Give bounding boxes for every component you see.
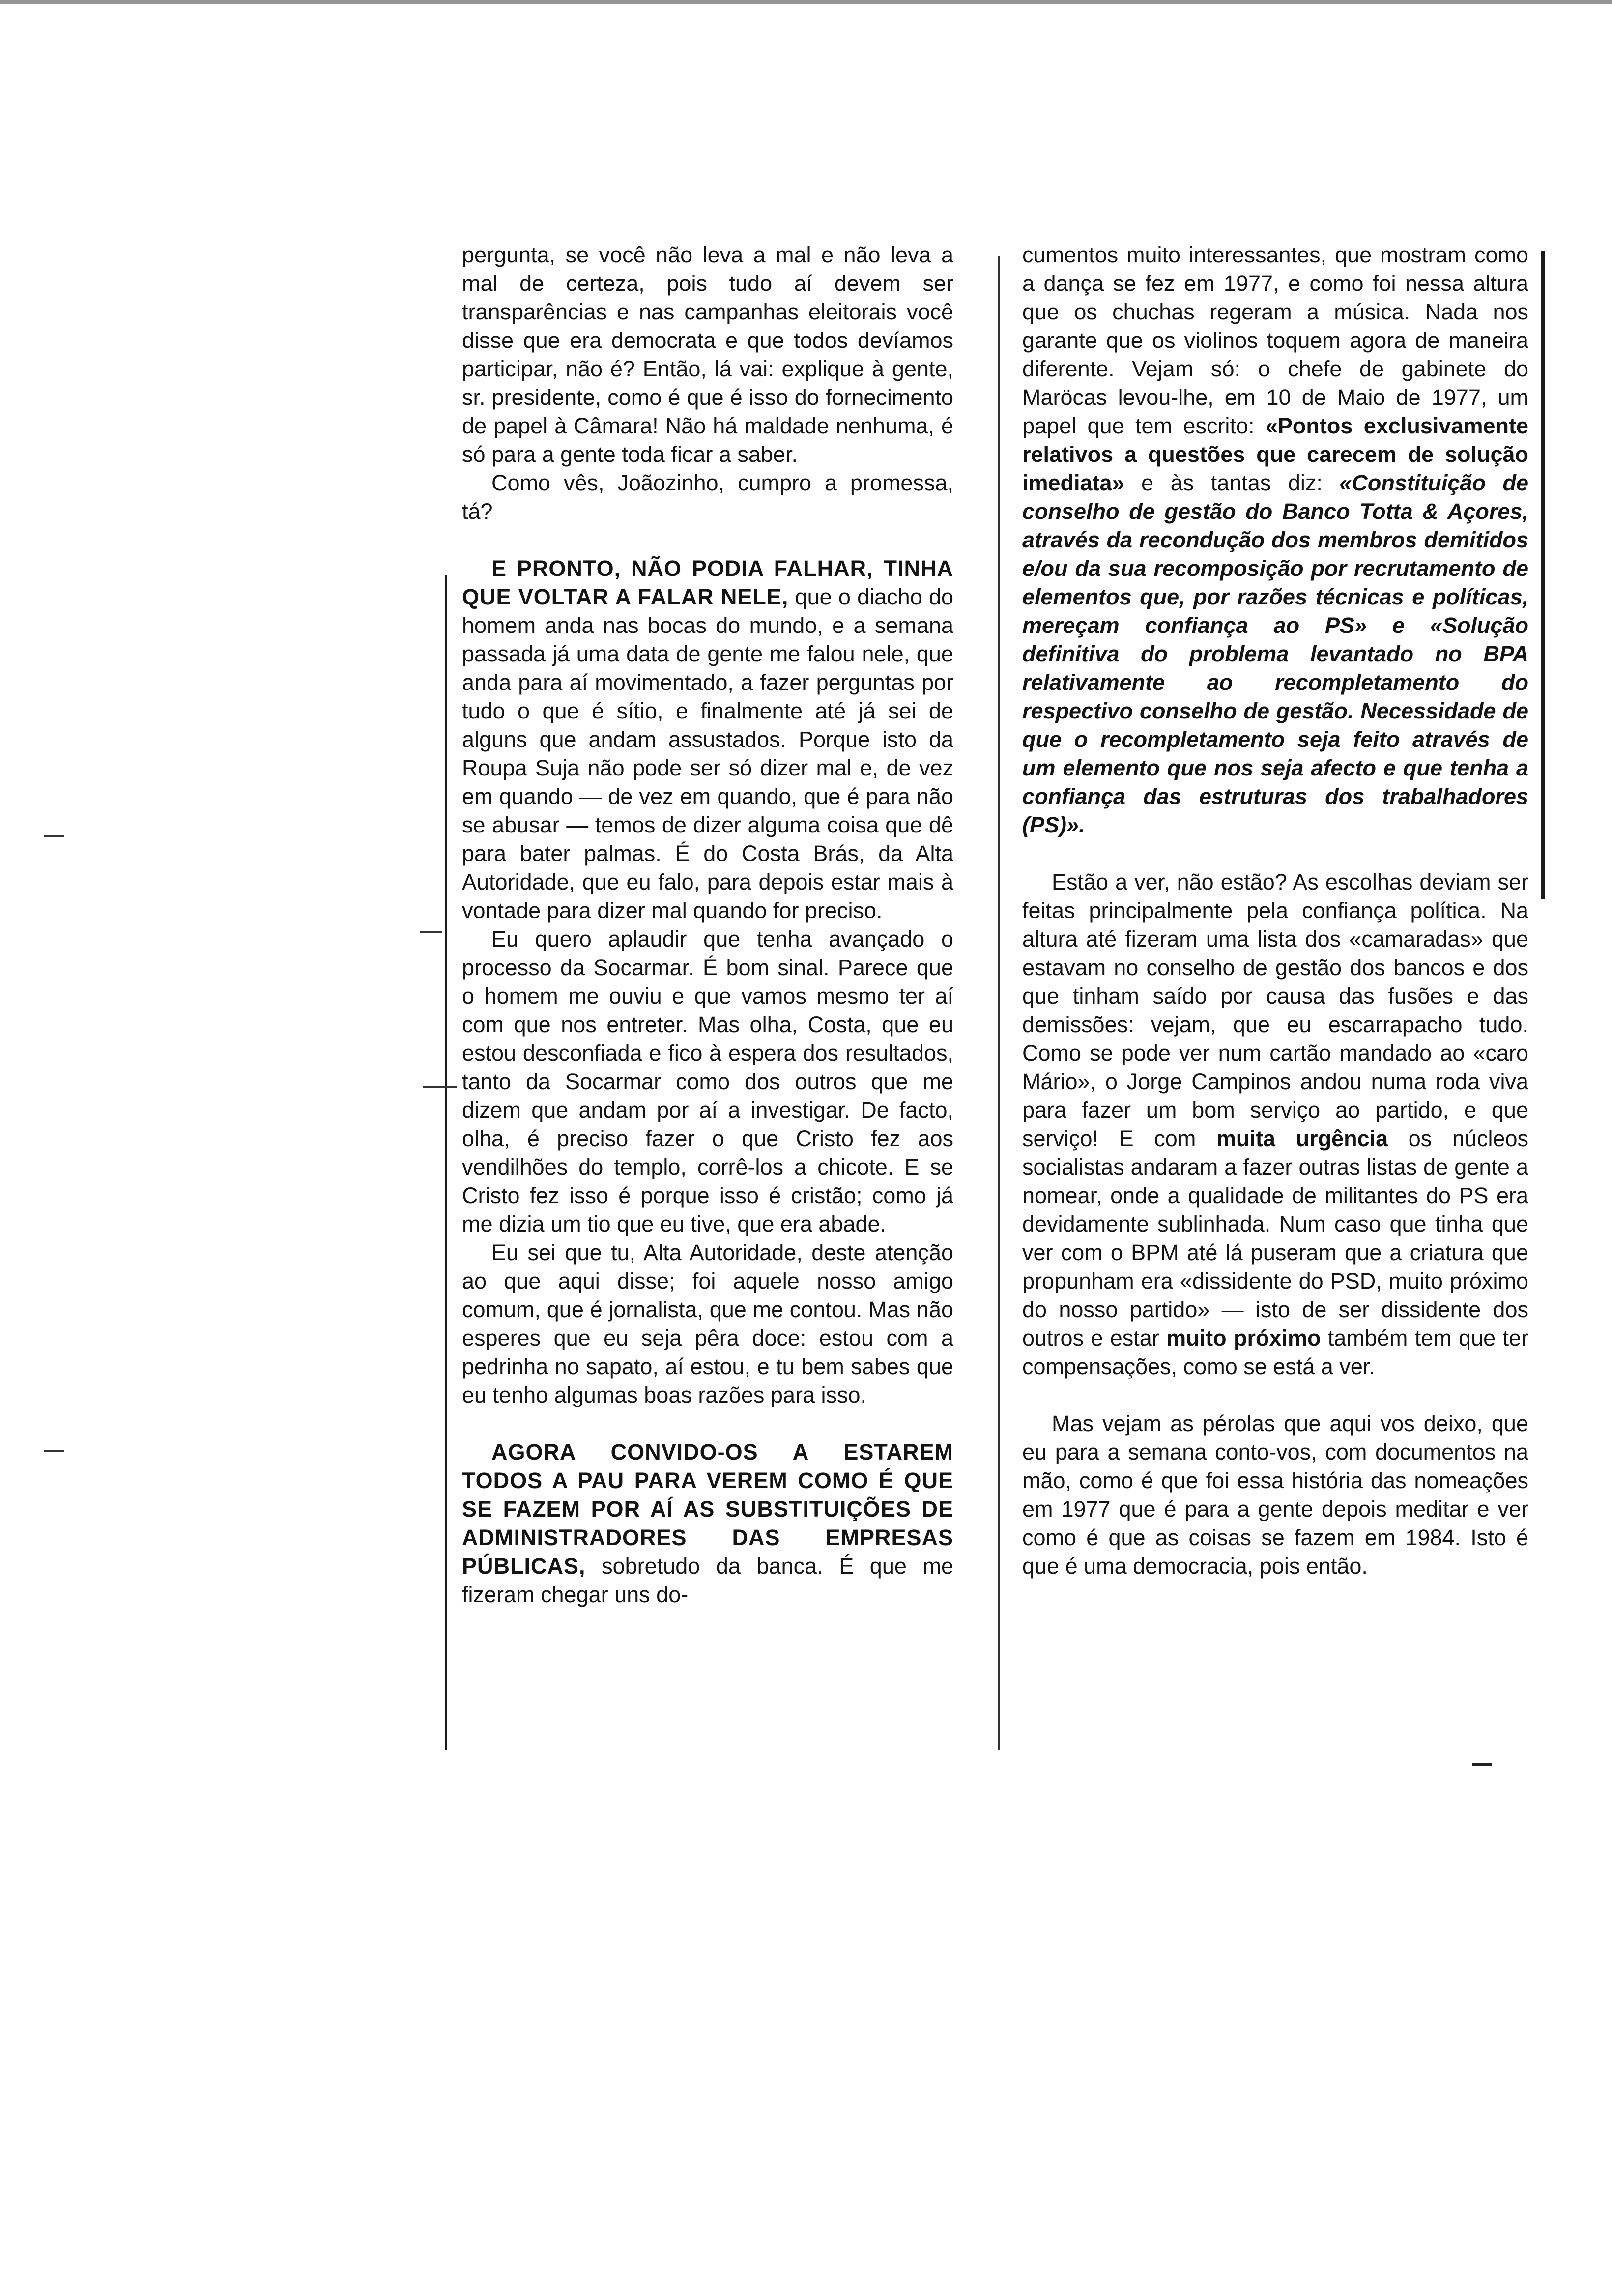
margin-mark [44, 1450, 64, 1452]
section-heading: E PRONTO, NÃO PODIA FALHAR, TINHA QUE VOLTAR A FALAR NELE, [462, 556, 953, 609]
paragraph: Como vês, Joãozinho, cumpro a promessa, tá? [462, 470, 953, 524]
right-margin-rule [1541, 251, 1545, 899]
bold-emphasis: muito próximo [1166, 1325, 1321, 1350]
paragraph-text: que o diacho do homem anda nas bocas do mundo, e a semana passada já uma data de gente me falou nele, que anda para aí movimentado, a fazer perguntas por tudo o que é sítio, e finalmente até já sei de alguns que andam assustados. Porque isto da Roupa Suja não pode ser só dizer mal e, de vez em quando — de vez em quando, que é para não se abusar — temos de dizer alguma coisa que dê para bater palmas. É do Costa Brás, da Alta Autoridade, que eu falo, para depois estar mais à vontade para dizer mal quando for preciso. [462, 584, 953, 923]
column-divider [998, 256, 1000, 1750]
left-column [462, 241, 953, 1609]
paragraph: pergunta, se você não leva a mal e não leva a mal de certeza, pois tudo aí devem ser transparências e nas campanhas eleitorais você disse que era democrata e que todos devíamos participar, não é? Então, lá vai: explique à gente, sr. presidente, como é que é isso do fornecimento de papel à Câmara! Não há maldade nenhuma, é só para a gente toda ficar a saber. [462, 242, 953, 467]
paragraph [1022, 241, 1528, 839]
bold-emphasis: muita urgência [1216, 1126, 1388, 1151]
paragraph-text: também tem que ter compensações, como se está a ver. [1022, 1325, 1528, 1379]
margin-mark [423, 1086, 457, 1088]
bold-italic-quote: «Constituição de conselho de gestão do Banco Totta & Açores, através da recondução dos membros demitidos e/ou da sua recomposição por recrutamento de elementos que, por razões técnicas e políticas, mereçam confiança ao PS» e «Solução definitiva do problema levantado no BPA relativamente ao recompletamento do respectivo conselho de gestão. Necessidade de que o recompletamento seja feito através de um elemento que nos seja afecto e que tenha a confiança das estruturas dos trabalhadores (PS)». [1022, 470, 1528, 837]
paragraph-text: e às tantas diz: [1124, 470, 1340, 495]
section-heading: AGORA CONVIDO-OS A ESTAREM TODOS A PAU PARA VEREM COMO É QUE SE FAZEM POR AÍ AS SUBSTITUIÇÕES DE ADMINISTRADORES DAS EMPRESAS PÚBLICAS, [462, 1439, 953, 1578]
paragraph [462, 554, 953, 925]
paragraph: Eu quero aplaudir que tenha avançado o processo da Socarmar. É bom sinal. Parece que o homem me ouviu e que vamos mesmo ter aí com que nos entreter. Mas olha, Costa, que eu estou desconfiada e fico à espera dos resultados, tanto da Socarmar como dos outros que me dizem que andam por aí a investigar. De facto, olha, é preciso fazer o que Cristo fez aos vendilhões do templo, corrê-los a chicote. E se Cristo fez isso é porque isso é cristão; como já me dizia um tio que eu tive, que era abade. [462, 926, 953, 1236]
paragraph [1022, 868, 1528, 1381]
paragraph [462, 1438, 953, 1609]
paragraph-text: os núcleos socialistas andaram a fazer outras listas de gente a nomear, onde a qualidade de militantes do PS era devidamente sublinhada. Num caso que tinha que ver com o BPM até lá puseram que a criatura que propunham era «dissidente do PSD, muito próximo do nosso partido» — isto de ser dissidente dos outros e estar [1022, 1126, 1529, 1350]
right-column [1022, 241, 1528, 1580]
paragraph-text: cumentos muito interessantes, que mostram como a dança se fez em 1977, e como foi nessa altura que os chuchas regeram a música. Nada nos garante que os violinos toquem agora de maneira diferente. Vejam só: o chefe de gabinete do Maröcas levou-lhe, em 10 de Maio de 1977, um papel que tem escrito: [1022, 242, 1528, 438]
paragraph: Eu sei que tu, Alta Autoridade, deste atenção ao que aqui disse; foi aquele nosso amigo comum, que é jornalista, que me contou. Mas não esperes que eu seja pêra doce: estou com a pedrinha no sapato, aí estou, e tu bem sabes que eu tenho algumas boas razões para isso. [462, 1240, 953, 1407]
page-top-edge [0, 0, 1612, 4]
paragraph-text: sobretudo da banca. É que me fizeram chegar uns do- [462, 1553, 953, 1607]
bold-quote: «Pontos exclusivamente relativos a questões que carecem de solução imediata» [1022, 413, 1528, 495]
margin-mark [44, 835, 64, 837]
margin-mark [420, 931, 442, 933]
left-margin-rule [445, 575, 447, 1750]
paragraph-text: Estão a ver, não estão? As escolhas deviam ser feitas principalmente pela confiança política. Na altura até fizeram uma lista dos «camaradas» que estavam no conselho de gestão dos bancos e dos que tinham saído por causa das fusões e das demissões: vejam, que eu escarrapacho tudo. Como se pode ver num cartão mandado ao «caro Mário», o Jorge Campinos andou numa roda viva para fazer um bom serviço ao partido, e que serviço! E com [1022, 869, 1528, 1151]
end-mark [1472, 1763, 1492, 1766]
paragraph: Mas vejam as pérolas que aqui vos deixo, que eu para a semana conto-vos, com documentos na mão, como é que foi essa história das nomeações em 1977 que é para a gente depois meditar e ver como é que as coisas se fazem em 1984. Isto é que é uma democracia, pois então. [1022, 1411, 1528, 1578]
